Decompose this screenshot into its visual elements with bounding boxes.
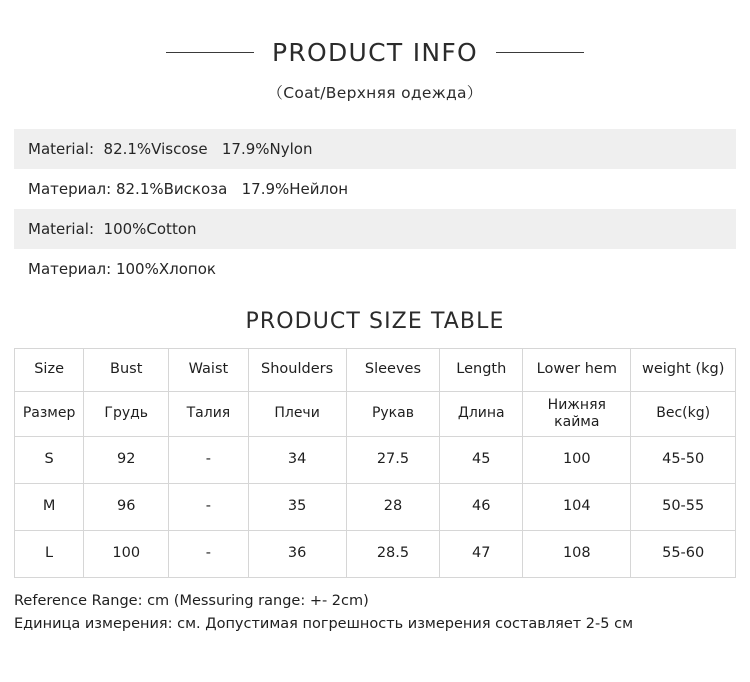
table-row [15,531,736,578]
cell: 45-50 [631,437,736,484]
title-rule-right [496,52,584,53]
cell: M [15,484,84,531]
material-text: Материал: 100%Хлопок [28,260,216,278]
column-header-ru: Рукав [346,392,440,437]
cell: 100 [84,531,169,578]
size-table [14,348,736,578]
column-header: Lower hem [523,349,631,392]
cell: 46 [440,484,523,531]
column-header-ru: Размер [15,392,84,437]
measurement-notes [0,590,750,637]
cell: 28 [346,484,440,531]
cell: S [15,437,84,484]
cell: L [15,531,84,578]
note-en: Reference Range: cm (Messuring range: +- 2cm) [14,593,369,609]
column-header: Size [15,349,84,392]
cell: 92 [84,437,169,484]
table-header-row-en [15,349,736,392]
column-header: Length [440,349,523,392]
column-header: Sleeves [346,349,440,392]
cell: 45 [440,437,523,484]
cell: - [169,531,248,578]
cell: 35 [248,484,346,531]
material-row [14,129,736,169]
material-row [14,209,736,249]
size-table-title: PRODUCT SIZE TABLE [245,309,505,334]
size-table-wrapper [0,348,750,578]
column-header: Shoulders [248,349,346,392]
table-header-row-ru [15,392,736,437]
cell: 47 [440,531,523,578]
column-header: Waist [169,349,248,392]
column-header: weight (kg) [631,349,736,392]
cell: 55-60 [631,531,736,578]
page-subtitle: （Coat/Верхняя одежда） [267,84,483,102]
cell: 50-55 [631,484,736,531]
material-list [0,129,750,289]
product-info-title-row [0,38,750,67]
title-rule-left [166,52,254,53]
material-text: Material: 100%Cotton [28,220,197,238]
cell: 28.5 [346,531,440,578]
cell: 104 [523,484,631,531]
column-header-ru: Плечи [248,392,346,437]
table-row [15,437,736,484]
material-row [14,169,736,209]
material-text: Material: 82.1%Viscose 17.9%Nylon [28,140,313,158]
cell: - [169,484,248,531]
cell: 27.5 [346,437,440,484]
cell: 96 [84,484,169,531]
cell: 34 [248,437,346,484]
page-title: PRODUCT INFO [271,38,479,67]
column-header-ru: Грудь [84,392,169,437]
material-text: Материал: 82.1%Вискоза 17.9%Нейлон [28,180,349,198]
column-header: Bust [84,349,169,392]
column-header-ru: Талия [169,392,248,437]
cell: 100 [523,437,631,484]
table-row [15,484,736,531]
column-header-ru: Вес(kg) [631,392,736,437]
cell: 36 [248,531,346,578]
column-header-ru: Нижняя кайма [523,392,631,437]
cell: - [169,437,248,484]
cell: 108 [523,531,631,578]
column-header-ru: Длина [440,392,523,437]
note-ru: Единица измерения: см. Допустимая погрешность измерения составляет 2-5 см [14,616,634,633]
product-info-header [0,0,750,103]
material-row [14,249,736,289]
